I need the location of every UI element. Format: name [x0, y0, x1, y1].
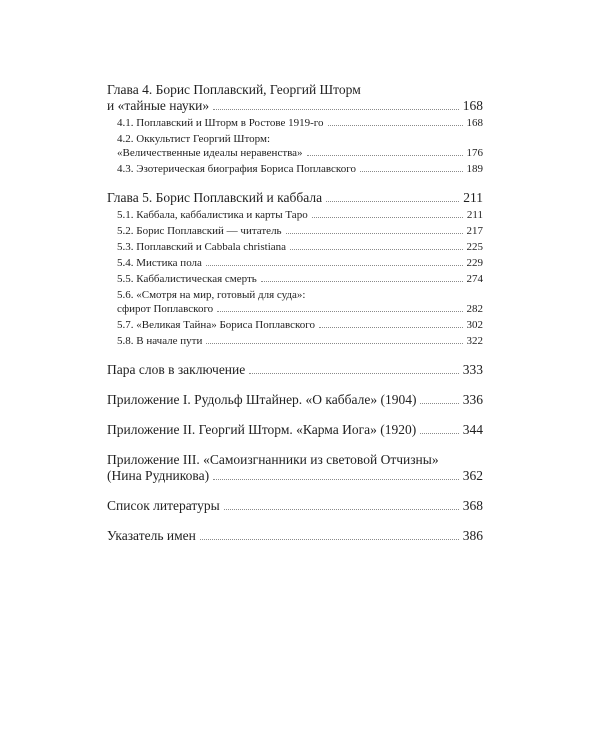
- dot-leader: [307, 155, 463, 156]
- toc-section-5-2[interactable]: [107, 224, 483, 238]
- toc-chapter-4-title-line1: Глава 4. Борис Поплавский, Георгий Шторм: [107, 82, 361, 97]
- toc-section-5-7-page: 302: [466, 319, 483, 331]
- toc-appendix-1-title: Приложение I. Рудольф Штайнер. «О каббале» (1904): [107, 392, 417, 407]
- toc-chapter-5-title: Глава 5. Борис Поплавский и каббала: [107, 190, 323, 205]
- dot-leader: [249, 373, 459, 374]
- dot-leader: [217, 311, 462, 312]
- toc-conclusion[interactable]: [107, 362, 483, 378]
- dot-leader: [200, 539, 459, 540]
- toc-chapter-4-page: 168: [462, 98, 483, 113]
- toc-section-5-4-page: 229: [466, 257, 483, 269]
- toc-appendix-1-page: 336: [462, 392, 483, 407]
- dot-leader: [360, 171, 463, 172]
- toc-chapter-5-page: 211: [463, 190, 483, 205]
- toc-chapter-5-block: [107, 190, 483, 348]
- dot-leader: [213, 479, 459, 480]
- toc-appendix-2-page: 344: [462, 422, 483, 437]
- toc-section-5-8-page: 322: [466, 335, 483, 347]
- dot-leader: [290, 249, 462, 250]
- toc-index[interactable]: [107, 528, 483, 544]
- toc-section-5-5[interactable]: [107, 272, 483, 286]
- toc-section-4-2-title-line1: 4.2. Оккультист Георгий Шторм:: [117, 133, 271, 145]
- toc-index-page: 386: [462, 528, 483, 543]
- dot-leader: [213, 109, 459, 110]
- toc-section-5-6-title-line1: 5.6. «Смотря на мир, готовый для суда»:: [117, 289, 306, 301]
- toc-section-5-1[interactable]: [107, 208, 483, 222]
- toc-section-4-1-page: 168: [466, 117, 483, 129]
- toc-section-4-3-title: 4.3. Эзотерическая биография Бориса Поплавского: [117, 163, 356, 175]
- toc-section-5-3[interactable]: [107, 240, 483, 254]
- toc-section-5-2-page: 217: [466, 225, 483, 237]
- toc-section-5-3-page: 225: [466, 241, 483, 253]
- dot-leader: [326, 201, 459, 202]
- toc-appendix-3-title-line2: (Нина Рудникова): [107, 468, 210, 483]
- toc-section-5-3-title: 5.3. Поплавский и Cabbala christiana: [117, 241, 287, 253]
- toc-section-5-8-title: 5.8. В начале пути: [117, 335, 203, 347]
- toc-appendix-3-page: 362: [462, 468, 483, 483]
- toc-appendix-2[interactable]: [107, 422, 483, 438]
- table-of-contents: [107, 82, 483, 558]
- dot-leader: [206, 343, 462, 344]
- toc-conclusion-page: 333: [462, 362, 483, 377]
- toc-appendix-3-title-line1: Приложение III. «Самоизгнанники из световой Отчизны»: [107, 452, 439, 467]
- toc-bibliography[interactable]: [107, 498, 483, 514]
- toc-appendix-1[interactable]: [107, 392, 483, 408]
- toc-chapter-4-block: [107, 82, 483, 176]
- dot-leader: [420, 403, 458, 404]
- dot-leader: [286, 233, 463, 234]
- toc-section-5-6[interactable]: [107, 288, 483, 316]
- toc-section-4-2-page: 176: [466, 147, 483, 159]
- dot-leader: [420, 433, 459, 434]
- toc-section-4-2-title-line2: «Величественные идеалы неравенства»: [117, 147, 303, 159]
- toc-section-4-3[interactable]: [107, 162, 483, 176]
- toc-section-5-7[interactable]: [107, 318, 483, 332]
- toc-section-5-7-title: 5.7. «Великая Тайна» Бориса Поплавского: [117, 319, 316, 331]
- toc-section-5-5-page: 274: [466, 273, 483, 285]
- toc-bibliography-title: Список литературы: [107, 498, 220, 513]
- dot-leader: [224, 509, 459, 510]
- toc-section-4-2[interactable]: [107, 132, 483, 160]
- dot-leader: [328, 125, 463, 126]
- toc-section-4-1-title: 4.1. Поплавский и Шторм в Ростове 1919-го: [117, 117, 324, 129]
- toc-section-5-5-title: 5.5. Каббалистическая смерть: [117, 273, 257, 285]
- toc-chapter-4[interactable]: [107, 82, 483, 114]
- toc-section-5-1-title: 5.1. Каббала, каббалистика и карты Таро: [117, 209, 308, 221]
- toc-section-5-4[interactable]: [107, 256, 483, 270]
- toc-appendix-2-title: Приложение II. Георгий Шторм. «Карма Иога» (1920): [107, 422, 417, 437]
- toc-section-5-1-page: 211: [466, 209, 483, 221]
- toc-section-5-2-title: 5.2. Борис Поплавский — читатель: [117, 225, 282, 237]
- dot-leader: [319, 327, 462, 328]
- toc-section-5-8[interactable]: [107, 334, 483, 348]
- toc-conclusion-title: Пара слов в заключение: [107, 362, 246, 377]
- toc-appendix-3[interactable]: [107, 452, 483, 484]
- toc-index-title: Указатель имен: [107, 528, 196, 543]
- toc-chapter-4-title-line2: и «тайные науки»: [107, 98, 210, 113]
- toc-section-4-3-page: 189: [466, 163, 483, 175]
- dot-leader: [312, 217, 463, 218]
- toc-section-5-4-title: 5.4. Мистика пола: [117, 257, 202, 269]
- dot-leader: [261, 281, 463, 282]
- toc-chapter-5[interactable]: [107, 190, 483, 206]
- toc-section-5-6-page: 282: [466, 303, 483, 315]
- dot-leader: [206, 265, 463, 266]
- toc-section-4-1[interactable]: [107, 116, 483, 130]
- toc-section-5-6-title-line2: сфирот Поплавского: [117, 303, 214, 315]
- toc-bibliography-page: 368: [462, 498, 483, 513]
